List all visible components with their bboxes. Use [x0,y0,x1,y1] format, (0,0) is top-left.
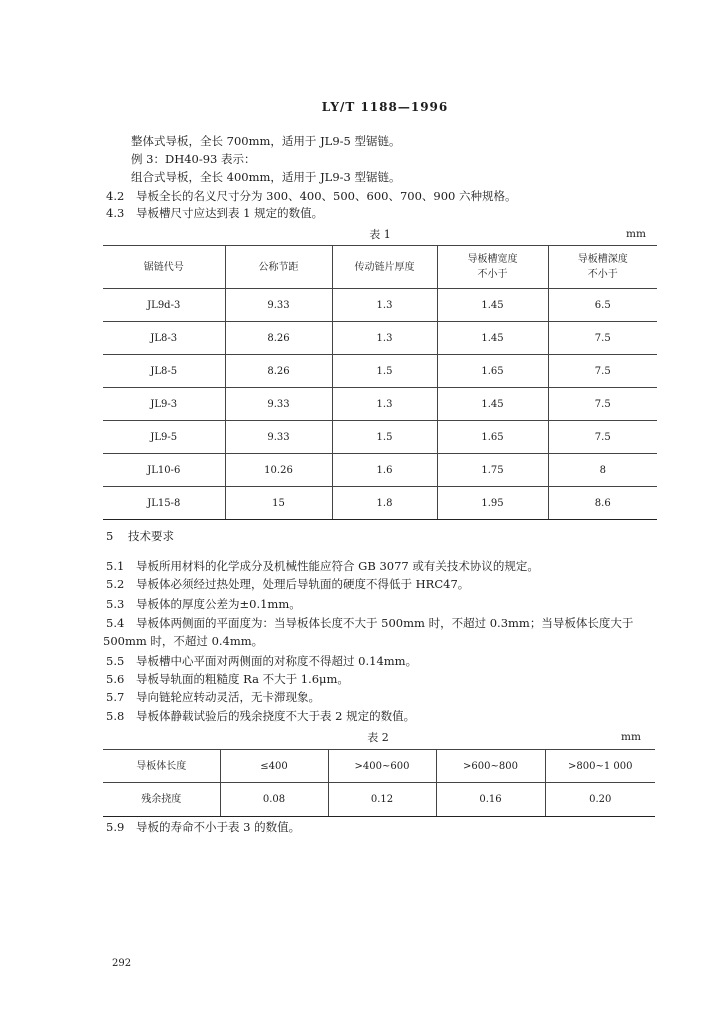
clause-5-5 [106,654,417,668]
table-cell: 1.45 [437,322,548,355]
header-line: 导板槽宽度 [467,254,518,265]
table-cell: JL8-3 [103,322,225,355]
header-line: 不小于 [587,269,618,280]
clause-text: 导板体必须经过热处理，处理后导轨面的硬度不得低于 HRC47。 [136,577,470,591]
table-row [103,388,657,421]
section-title: 技术要求 [128,529,174,543]
clause-text: 导向链轮应转动灵活，无卡滞现象。 [136,690,320,704]
clause-text: 导板体两侧面的平面度为：当导板体长度不大于 500mm 时，不超过 0.3mm；当导板体长度大于 [136,616,634,630]
table-cell: 15 [225,487,332,520]
section-5-heading [106,529,174,543]
clause-number: 5.1 [106,559,125,573]
table-row [103,322,657,355]
standard-code-header: LY/T 1188—1996 [321,100,449,114]
table-cell: 1.45 [437,289,548,322]
table-cell: 8.26 [225,322,332,355]
table-cell: 9.33 [225,421,332,454]
clause-5-9 [106,820,300,834]
table-cell: 7.5 [548,355,657,388]
clause-5-8 [106,709,415,723]
clause-text: 导板体的厚度公差为±0.1mm。 [136,597,301,611]
table-row [103,750,655,783]
table-cell: 1.8 [332,487,437,520]
table-cell: 1.95 [437,487,548,520]
clause-5-4-continuation: 500mm 时，不超过 0.4mm。 [103,634,264,648]
table-cell: JL10-6 [103,454,225,487]
table-cell: JL9-5 [103,421,225,454]
table-cell: 9.33 [225,388,332,421]
clause-4-3 [106,206,323,220]
header-line: 公称节距 [258,261,299,273]
clause-4-2 [106,189,517,203]
intro-line: 组合式导板，全长 400mm，适用于 JL9-3 型锯链。 [131,170,401,184]
clause-text: 导板槽尺寸应达到表 1 规定的数值。 [136,206,324,220]
clause-number: 5.7 [106,690,125,704]
table-cell: 1.65 [437,355,548,388]
clause-number: 5.6 [106,672,125,686]
table-1 [103,245,657,520]
clause-5-6 [106,672,349,686]
clause-text: 导板所用材料的化学成分及机械性能应符合 GB 3077 或有关技术协议的规定。 [136,559,539,573]
clause-number: 5.8 [106,709,125,723]
clause-5-4 [106,616,633,630]
table-cell: 0.20 [545,783,655,817]
table-row [103,783,655,817]
table-cell: >800~1 000 [545,750,655,783]
table-2-unit: mm [621,731,641,743]
table-cell: 0.16 [436,783,545,817]
clause-text: 导板导轨面的粗糙度 Ra 不大于 1.6μm。 [136,672,349,686]
table-cell: 9.33 [225,289,332,322]
table-cell: 1.5 [332,355,437,388]
header-line: 锯链代号 [143,261,184,273]
page-number: 292 [112,958,132,969]
table-header-cell [103,246,225,289]
table-cell: 残余挠度 [103,783,220,817]
table-cell: JL15-8 [103,487,225,520]
table-header-cell [437,246,548,289]
table-cell: JL9-3 [103,388,225,421]
clause-text: 导板全长的名义尺寸分为 300、400、500、600、700、900 六种规格。 [136,189,517,203]
clause-number: 5.9 [106,820,125,834]
table-cell: 导板体长度 [103,750,220,783]
table-cell: >600~800 [436,750,545,783]
table-cell: 1.45 [437,388,548,421]
clause-number: 5.3 [106,597,125,611]
clause-5-2 [106,577,469,591]
table-2-caption: 表 2 [367,731,389,744]
table-cell: 1.3 [332,322,437,355]
table-header-row [103,246,657,289]
table-cell: JL9d-3 [103,289,225,322]
table-cell: 10.26 [225,454,332,487]
clause-text: 导板的寿命不小于表 3 的数值。 [136,820,301,834]
table-cell: 6.5 [548,289,657,322]
clause-5-3 [106,597,301,611]
table-row [103,289,657,322]
header-line: 传动链片厚度 [354,261,415,273]
clause-number: 5.2 [106,577,125,591]
clause-text: 导板体静载试验后的残余挠度不大于表 2 规定的数值。 [136,709,416,723]
table-2 [103,749,655,817]
table-row [103,355,657,388]
header-line: 不小于 [477,269,508,280]
table-header-cell [225,246,332,289]
table-header-cell [548,246,657,289]
table-cell: 8 [548,454,657,487]
table-cell: 1.5 [332,421,437,454]
table-cell: JL8-5 [103,355,225,388]
clause-number: 4.2 [106,189,125,203]
table-cell: 7.5 [548,421,657,454]
header-line: 导板槽深度 [577,254,628,265]
table-cell: >400~600 [328,750,436,783]
table-cell: 0.08 [220,783,328,817]
clause-number: 5.5 [106,654,125,668]
table-cell: 7.5 [548,388,657,421]
table-cell: 1.3 [332,388,437,421]
clause-5-1 [106,559,539,573]
table-cell: ≤400 [220,750,328,783]
table-cell: 0.12 [328,783,436,817]
table-cell: 1.65 [437,421,548,454]
clause-5-7 [106,690,320,704]
table-row [103,454,657,487]
table-1-unit: mm [626,228,646,240]
table-header-cell [332,246,437,289]
table-cell: 8.26 [225,355,332,388]
table-cell: 1.3 [332,289,437,322]
section-number: 5 [106,529,114,543]
table-1-caption: 表 1 [369,228,391,241]
table-cell: 7.5 [548,322,657,355]
table-cell: 8.6 [548,487,657,520]
intro-line: 整体式导板，全长 700mm，适用于 JL9-5 型锯链。 [131,134,401,148]
table-row [103,487,657,520]
clause-number: 5.4 [106,616,125,630]
clause-number: 4.3 [106,206,125,220]
table-cell: 1.6 [332,454,437,487]
table-row [103,421,657,454]
intro-line: 例 3：DH40-93 表示： [131,152,256,166]
table-cell: 1.75 [437,454,548,487]
clause-text: 导板槽中心平面对两侧面的对称度不得超过 0.14mm。 [136,654,418,668]
